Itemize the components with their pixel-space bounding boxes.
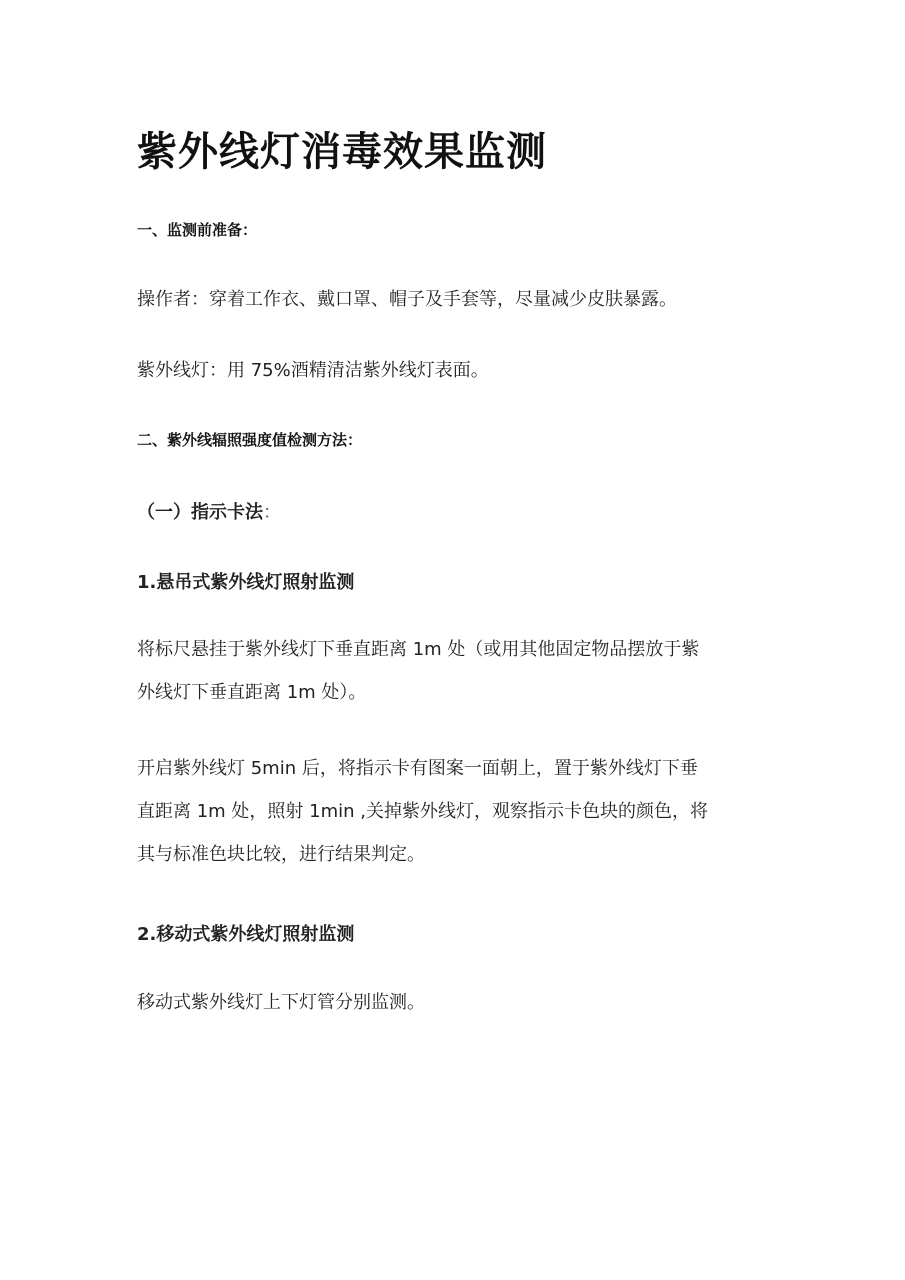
- operator-text: 操作者：穿着工作衣、戴口罩、帽子及手套等，尽量减少皮肤暴露。: [137, 289, 677, 310]
- section1-heading: 一、监测前准备：: [137, 221, 258, 239]
- lamp-text: 紫外线灯：用 75%酒精清洁紫外线灯表面。: [137, 360, 489, 381]
- method1-heading-text: （一）指示卡法: [137, 502, 263, 523]
- sub1-para1-line-1: 将标尺悬挂于紫外线灯下垂直距离 1m 处（或用其他固定物品摆放于紫: [137, 639, 700, 660]
- sub1-paragraph-2: [137, 747, 777, 876]
- sub1-heading: 1.悬吊式紫外线灯照射监测: [137, 572, 355, 593]
- method1-heading-colon: ：: [263, 502, 281, 523]
- sub1-para2-line-1: 开启紫外线灯 5min 后，将指示卡有图案一面朝上，置于紫外线灯下垂: [137, 758, 698, 779]
- document-title: 紫外线灯消毒效果监测: [137, 129, 547, 175]
- sub1-paragraph-1: [137, 628, 777, 714]
- sub2-heading: 2.移动式紫外线灯照射监测: [137, 924, 355, 945]
- sub2-paragraph: [137, 981, 777, 1024]
- lamp-paragraph: [137, 349, 777, 392]
- sub1-para2-line-2: 直距离 1m 处，照射 1min ,关掉紫外线灯，观察指示卡色块的颜色，将: [137, 801, 708, 822]
- method1-heading: [137, 498, 281, 524]
- operator-paragraph: [137, 278, 777, 321]
- section2-heading: 二、紫外线辐照强度值检测方法：: [137, 431, 363, 449]
- sub1-para2-line-3: 其与标准色块比较，进行结果判定。: [137, 844, 425, 865]
- sub2-text: 移动式紫外线灯上下灯管分别监测。: [137, 992, 425, 1013]
- sub1-para1-line-2: 外线灯下垂直距离 1m 处）。: [137, 682, 367, 703]
